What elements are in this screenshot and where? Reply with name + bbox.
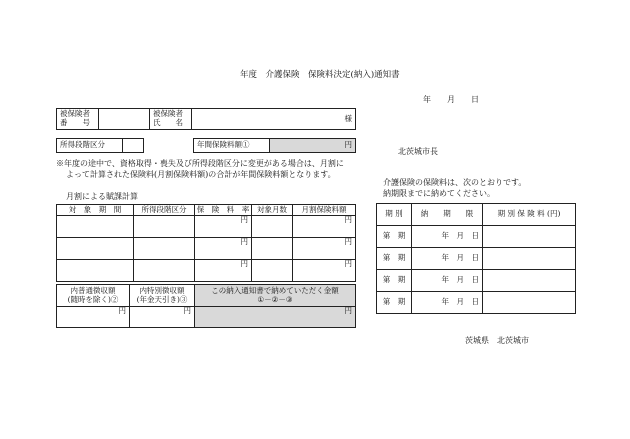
col-header-period-no: 期 別	[377, 204, 412, 226]
regular-collection-value: 円	[57, 307, 130, 328]
amount-due-value: 円	[195, 307, 356, 328]
table-row: 第 期 年 月 日	[377, 226, 576, 248]
col-header-due-date: 納 期 限	[412, 204, 483, 226]
annual-premium-table	[193, 138, 356, 153]
monthly-calc-table	[56, 204, 356, 282]
income-bracket-label: 所得段階区分	[57, 139, 123, 153]
col-header-premium-rate: 保 険 料 率	[195, 205, 252, 216]
col-header-monthly-amount: 月割保険料額	[293, 205, 356, 216]
insured-name-label: 被保険者 氏 名	[150, 109, 192, 130]
message-line-1: 介護保険の保険料は、次のとおりです。	[383, 178, 527, 187]
col-header-months: 対象月数	[252, 205, 293, 216]
table-row: 第 期 年 月 日	[377, 248, 576, 270]
col-header-income-bracket: 所得段階区分	[134, 205, 195, 216]
insured-info-table	[56, 108, 356, 130]
insured-name-value: 様	[192, 109, 356, 130]
table-row: 円 円	[57, 216, 356, 238]
note-line-2: よって計算された保険料(月割保険料額)の合計が年間保険料額となります。	[66, 170, 336, 179]
table-row: 第 期 年 月 日	[377, 270, 576, 292]
note-line-1: ※年度の途中で、資格取得・喪失及び所得段階区分に変更がある場合は、月割に	[56, 159, 344, 168]
payment-summary-table	[56, 284, 356, 328]
message-line-2: 納期限までに納めてください。	[383, 189, 495, 198]
table-row: 円 円	[57, 238, 356, 260]
table-row: 第 期 年 月 日	[377, 292, 576, 314]
insured-number-label: 被保険者 番 号	[57, 109, 99, 130]
regular-collection-label: 内普通徴収額 (随時を除く)②	[57, 285, 130, 307]
income-bracket-table	[56, 138, 144, 153]
annual-premium-label: 年間保険料額①	[194, 139, 270, 153]
annual-premium-value: 円	[270, 139, 356, 153]
footer-municipality: 茨城県 北茨城市	[465, 336, 529, 345]
special-collection-label: 内特別徴収額 (年金天引き)③	[130, 285, 195, 307]
col-header-period: 対 象 期 間	[57, 205, 134, 216]
special-collection-value: 円	[130, 307, 195, 328]
income-bracket-value	[123, 139, 144, 153]
col-header-installment: 期 別 保 険 料 (円)	[483, 204, 576, 226]
amount-due-label: この納入通知書で納めていただく金額 ①－②－③	[195, 285, 356, 307]
table-row: 円 円	[57, 260, 356, 282]
issue-date: 年 月 日	[423, 95, 479, 104]
insured-number-value	[99, 109, 150, 130]
monthly-calc-heading: 月割による賦課計算	[66, 192, 138, 201]
issuer-title: 北茨城市長	[398, 147, 438, 156]
payment-schedule-table	[376, 203, 576, 314]
notice-title: 年度 介護保険 保険料決定(納入)通知書	[240, 70, 400, 80]
